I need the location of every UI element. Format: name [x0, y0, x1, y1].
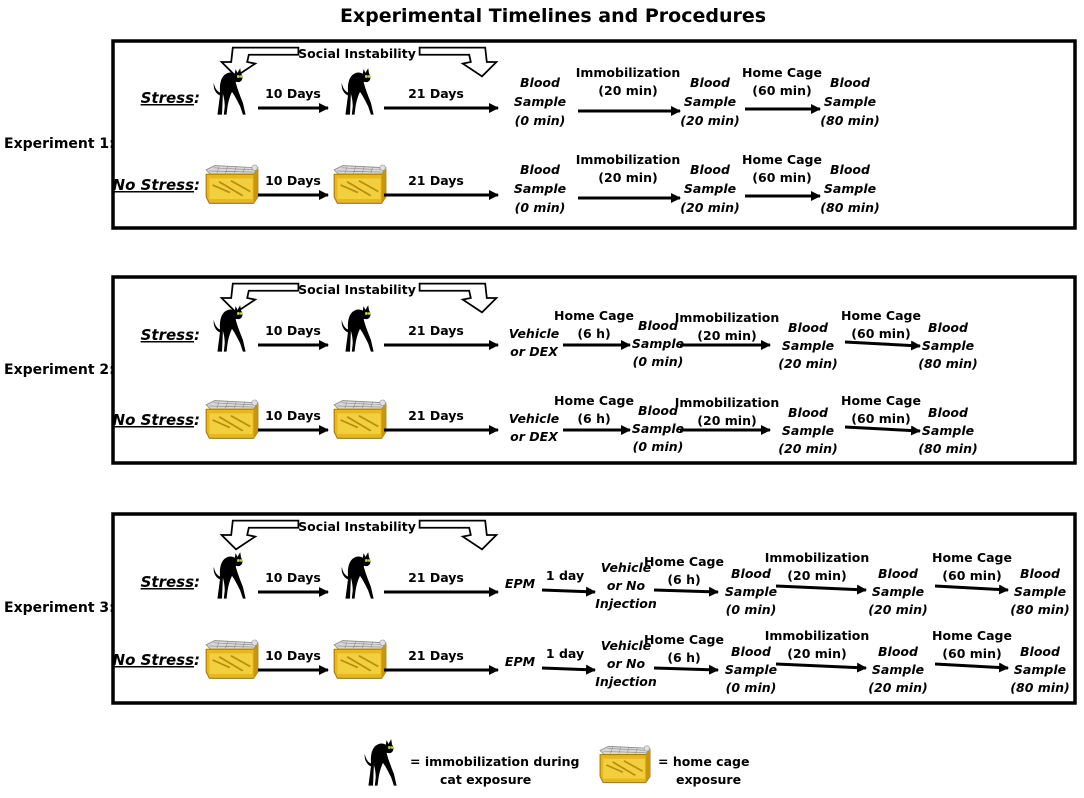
blood-sample-80: Blood	[830, 162, 870, 177]
immobilization-label: (20 min)	[697, 328, 757, 343]
cat-icon	[214, 68, 246, 114]
arrow-home-cage	[845, 427, 920, 431]
blood-sample-80: (80 min)	[820, 200, 880, 215]
group-name: Stress	[140, 89, 194, 107]
arrow-1-day	[542, 668, 595, 670]
duration-21-days: 21 Days	[408, 86, 464, 101]
blood-sample-20: Blood	[690, 75, 730, 90]
blood-sample-80: (80 min)	[918, 441, 978, 456]
treatment-label: Vehicle	[508, 411, 560, 426]
group-label	[113, 176, 200, 194]
blood-sample-0: Sample	[724, 584, 778, 599]
blood-sample-0: Blood	[731, 566, 771, 581]
injection-label: Injection	[595, 674, 657, 689]
experiment-1	[4, 41, 1075, 228]
social-instability-left-arrow	[222, 284, 299, 313]
experiment-frame	[113, 514, 1075, 703]
immobilization-label: (20 min)	[697, 413, 757, 428]
legend-cat-line1: = immobilization during	[410, 754, 580, 769]
blood-sample-0: Sample	[724, 662, 778, 677]
immobilization-label: Immobilization	[674, 310, 780, 325]
group-colon: :	[194, 651, 200, 669]
blood-sample-0: Blood	[638, 403, 678, 418]
home-cage-icon	[600, 746, 650, 783]
one-day-label: 1 day	[545, 646, 585, 661]
duration-10-days: 10 Days	[265, 173, 321, 188]
social-instability-right-arrow	[420, 521, 497, 550]
group-label	[141, 326, 200, 344]
injection-label: Vehicle	[600, 638, 652, 653]
arrow-home-cage-6h	[654, 668, 718, 670]
immobilization-label: Immobilization	[674, 395, 780, 410]
blood-sample-20: Sample	[683, 94, 737, 109]
treatment-label: Vehicle	[508, 326, 560, 341]
duration-21-days: 21 Days	[408, 570, 464, 585]
home-cage-label: Home Cage	[742, 152, 822, 167]
group-colon: :	[194, 89, 200, 107]
group-colon: :	[194, 326, 200, 344]
blood-sample-80: Blood	[1020, 566, 1060, 581]
arrow-home-cage-6h	[654, 590, 718, 592]
arrow-home-cage	[935, 586, 1008, 590]
blood-sample-20: (20 min)	[868, 602, 928, 617]
home-cage-label: (60 min)	[752, 170, 812, 185]
home-cage-label: (60 min)	[851, 326, 911, 341]
home-cage-icon	[206, 640, 258, 678]
one-day-label: 1 day	[545, 568, 585, 583]
social-instability-label: Social Instability	[298, 282, 416, 297]
treatment-label: or DEX	[510, 344, 558, 359]
blood-sample-80: Sample	[921, 338, 975, 353]
home-cage-label: Home Cage	[932, 550, 1012, 565]
group-name: No Stress	[112, 176, 194, 194]
blood-sample-0: Blood	[520, 75, 560, 90]
blood-sample-20: Blood	[878, 566, 918, 581]
duration-21-days: 21 Days	[408, 648, 464, 663]
experiment-label: Experiment 1:	[4, 136, 115, 152]
timeline-row-no-stress	[113, 393, 978, 456]
blood-sample-20: Sample	[781, 423, 835, 438]
blood-sample-80: (80 min)	[820, 113, 880, 128]
duration-10-days: 10 Days	[265, 570, 321, 585]
blood-sample-20: (20 min)	[680, 113, 740, 128]
social-instability-label: Social Instability	[298, 519, 416, 534]
timeline-row-stress	[141, 65, 880, 128]
cat-icon	[342, 68, 374, 114]
blood-sample-80: Blood	[928, 405, 968, 420]
group-name: No Stress	[112, 651, 194, 669]
experiment-label: Experiment 2:	[4, 362, 115, 378]
blood-sample-20: Blood	[788, 320, 828, 335]
group-colon: :	[194, 411, 200, 429]
group-colon: :	[194, 176, 200, 194]
legend-cat-line2: cat exposure	[440, 772, 532, 787]
blood-sample-0: Sample	[513, 181, 567, 196]
home-cage-6h-label: (6 h)	[667, 650, 701, 665]
arrow-immobilization	[776, 664, 866, 668]
blood-sample-0: Sample	[631, 336, 685, 351]
immobilization-label: (20 min)	[787, 568, 847, 583]
blood-sample-20: Blood	[878, 644, 918, 659]
injection-label: or No	[606, 578, 646, 593]
home-cage-label: Home Cage	[841, 308, 921, 323]
home-cage-label: (60 min)	[752, 83, 812, 98]
group-name: No Stress	[112, 411, 194, 429]
social-instability-right-arrow	[420, 284, 497, 313]
blood-sample-20: (20 min)	[778, 441, 838, 456]
home-cage-icon	[206, 400, 258, 438]
home-cage-label: Home Cage	[932, 628, 1012, 643]
home-cage-6h-label: Home Cage	[644, 554, 724, 569]
blood-sample-0: (0 min)	[514, 200, 566, 215]
treatment-label: or DEX	[510, 429, 558, 444]
duration-10-days: 10 Days	[265, 323, 321, 338]
injection-label: or No	[606, 656, 646, 671]
blood-sample-20: (20 min)	[680, 200, 740, 215]
immobilization-label: Immobilization	[764, 628, 870, 643]
blood-sample-80: (80 min)	[1010, 602, 1070, 617]
injection-label: Vehicle	[600, 560, 652, 575]
timeline-row-stress	[141, 550, 1070, 617]
immobilization-label: (20 min)	[787, 646, 847, 661]
injection-label: Injection	[595, 596, 657, 611]
blood-sample-0: Blood	[638, 318, 678, 333]
home-cage-6h-label: (6 h)	[667, 572, 701, 587]
blood-sample-20: (20 min)	[778, 356, 838, 371]
blood-sample-0: (0 min)	[514, 113, 566, 128]
home-cage-6h-label: (6 h)	[577, 326, 611, 341]
blood-sample-80: Sample	[1013, 662, 1067, 677]
home-cage-label: (60 min)	[942, 646, 1002, 661]
cat-icon	[214, 552, 246, 598]
blood-sample-80: (80 min)	[1010, 680, 1070, 695]
legend-cage-line2: exposure	[676, 772, 742, 787]
immobilization-label: (20 min)	[598, 83, 658, 98]
group-label	[141, 89, 200, 107]
home-cage-label: Home Cage	[841, 393, 921, 408]
blood-sample-0: (0 min)	[725, 680, 777, 695]
blood-sample-80: Blood	[928, 320, 968, 335]
blood-sample-20: Blood	[690, 162, 730, 177]
blood-sample-80: (80 min)	[918, 356, 978, 371]
duration-10-days: 10 Days	[265, 648, 321, 663]
home-cage-6h-label: Home Cage	[554, 308, 634, 323]
blood-sample-20: Blood	[788, 405, 828, 420]
epm-label: EPM	[504, 576, 536, 591]
timeline-row-no-stress	[113, 152, 880, 215]
cat-icon	[342, 552, 374, 598]
cat-icon	[214, 305, 246, 351]
blood-sample-20: Sample	[683, 181, 737, 196]
blood-sample-0: (0 min)	[725, 602, 777, 617]
blood-sample-0: Sample	[631, 421, 685, 436]
blood-sample-20: Sample	[871, 584, 925, 599]
blood-sample-80: Sample	[1013, 584, 1067, 599]
group-label	[113, 411, 200, 429]
group-label	[141, 573, 200, 591]
group-name: Stress	[140, 573, 194, 591]
home-cage-label: (60 min)	[942, 568, 1002, 583]
timeline-row-stress	[141, 305, 978, 371]
blood-sample-20: Sample	[871, 662, 925, 677]
duration-21-days: 21 Days	[408, 408, 464, 423]
blood-sample-20: Sample	[781, 338, 835, 353]
blood-sample-20: (20 min)	[868, 680, 928, 695]
blood-sample-80: Sample	[921, 423, 975, 438]
home-cage-icon	[206, 165, 258, 203]
duration-21-days: 21 Days	[408, 323, 464, 338]
home-cage-icon	[334, 165, 386, 203]
blood-sample-0: (0 min)	[632, 354, 684, 369]
duration-10-days: 10 Days	[265, 408, 321, 423]
experiment-label: Experiment 3:	[4, 600, 115, 616]
experiment-2	[4, 277, 1075, 463]
group-colon: :	[194, 573, 200, 591]
timeline-row-no-stress	[113, 628, 1070, 695]
diagram-title: Experimental Timelines and Procedures	[339, 5, 767, 27]
social-instability-label: Social Instability	[298, 46, 416, 61]
group-label	[113, 651, 200, 669]
immobilization-label: Immobilization	[575, 65, 681, 80]
arrow-1-day	[542, 590, 595, 592]
immobilization-label: Immobilization	[575, 152, 681, 167]
duration-21-days: 21 Days	[408, 173, 464, 188]
social-instability-right-arrow	[420, 48, 497, 77]
legend	[365, 739, 750, 787]
blood-sample-0: Sample	[513, 94, 567, 109]
immobilization-label: Immobilization	[764, 550, 870, 565]
cat-icon	[342, 305, 374, 351]
blood-sample-80: Sample	[823, 94, 877, 109]
home-cage-6h-label: (6 h)	[577, 411, 611, 426]
home-cage-6h-label: Home Cage	[554, 393, 634, 408]
arrow-home-cage	[935, 664, 1008, 668]
arrow-home-cage	[845, 342, 920, 346]
blood-sample-0: (0 min)	[632, 439, 684, 454]
duration-10-days: 10 Days	[265, 86, 321, 101]
blood-sample-80: Blood	[830, 75, 870, 90]
social-instability-left-arrow	[222, 521, 299, 550]
blood-sample-0: Blood	[520, 162, 560, 177]
immobilization-label: (20 min)	[598, 170, 658, 185]
home-cage-6h-label: Home Cage	[644, 632, 724, 647]
home-cage-label: Home Cage	[742, 65, 822, 80]
legend-cage-line1: = home cage	[658, 754, 750, 769]
home-cage-icon	[334, 400, 386, 438]
social-instability-left-arrow	[222, 48, 299, 77]
blood-sample-0: Blood	[731, 644, 771, 659]
home-cage-label: (60 min)	[851, 411, 911, 426]
epm-label: EPM	[504, 654, 536, 669]
experiment-3	[4, 514, 1075, 703]
home-cage-icon	[334, 640, 386, 678]
group-name: Stress	[140, 326, 194, 344]
blood-sample-80: Sample	[823, 181, 877, 196]
cat-icon	[365, 739, 397, 785]
blood-sample-80: Blood	[1020, 644, 1060, 659]
arrow-immobilization	[776, 586, 866, 590]
